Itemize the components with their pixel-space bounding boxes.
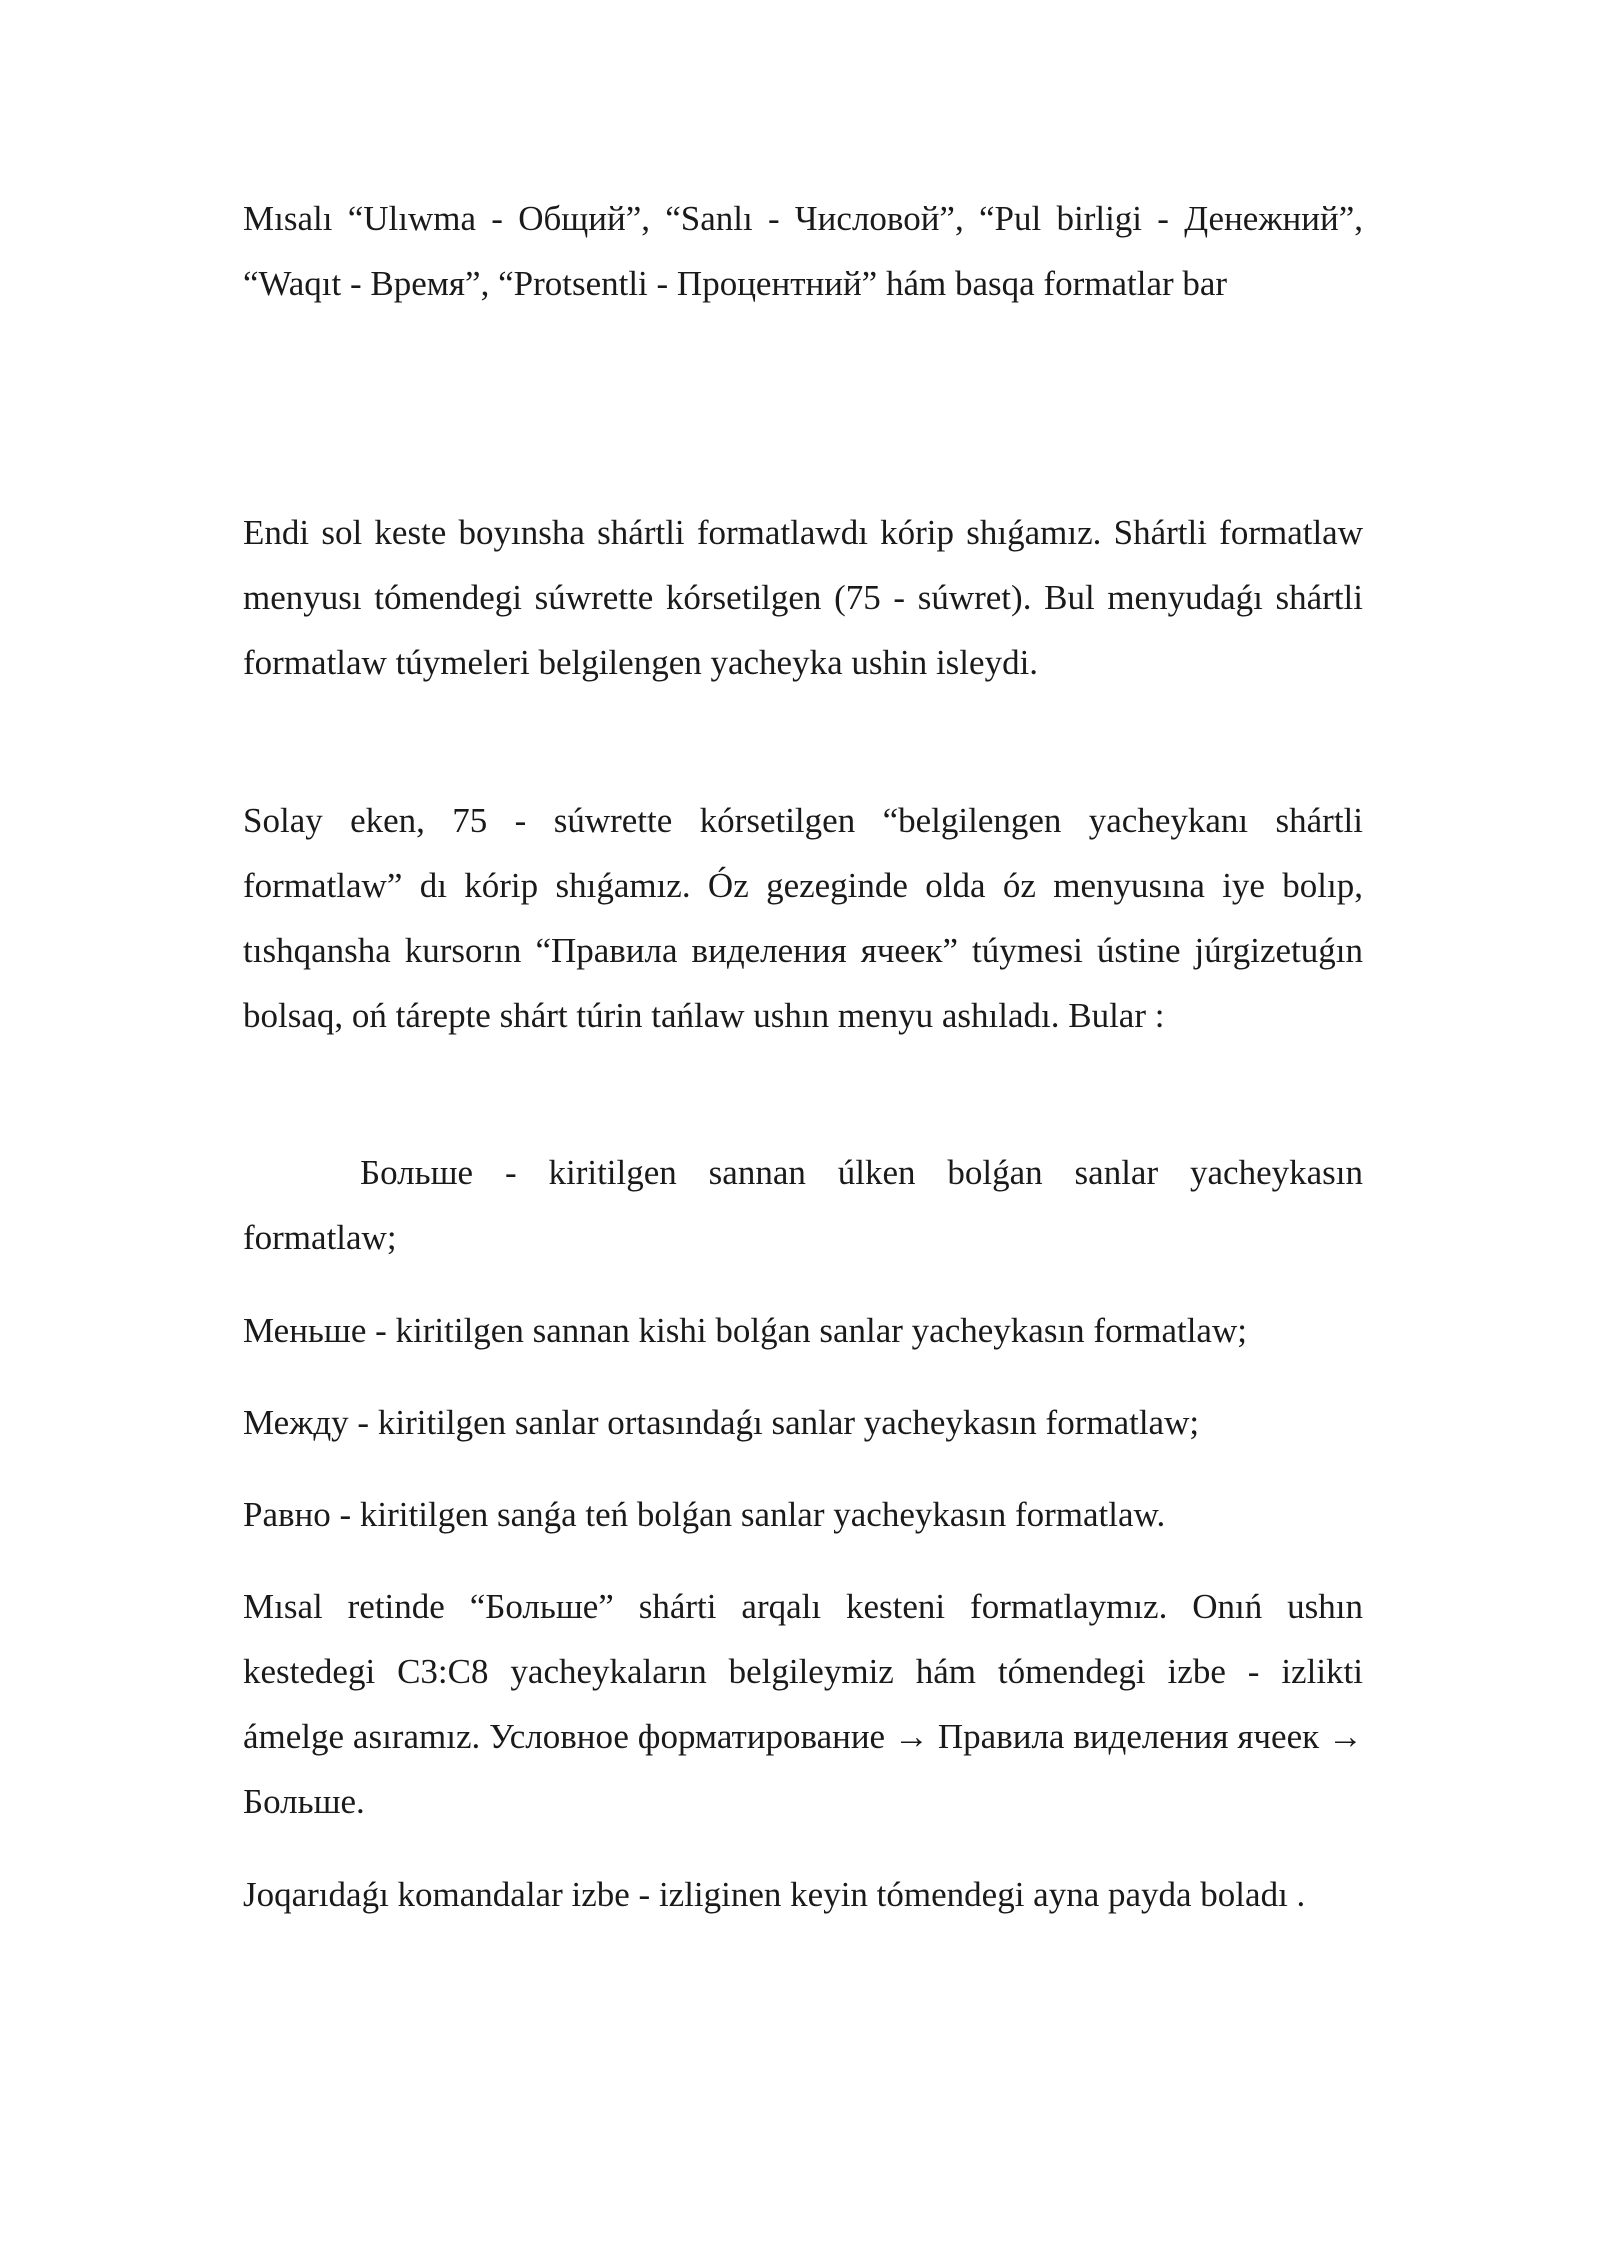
paragraph-rule-equal-to: Равно - kiritilgen sanǵa teń bolǵan sanlar yacheykasın formatlaw. — [243, 1495, 1166, 1534]
paragraph-rule-between: Между - kiritilgen sanlar ortasındaǵı sanlar yacheykasın formatlaw; — [243, 1403, 1200, 1442]
paragraph-conditional-formatting-intro: Endi sol keste boyınsha shártli formatlawdı kórip shıǵamız. Shártli formatlaw menyusı tómendegi súwrette kórsetilgen (75 - súwret). Bul menyudaǵı shártli formatlaw túymeleri belgilengen yacheyka ushin isleydi. — [243, 513, 1363, 682]
paragraph-format-types: Mısalı “Ulıwma - Общий”, “Sanlı - Числовой”, “Pul birligi - Денежний”, “Waqıt - Время”, “Protsentli - Процентний” hám basqa formatlar bar — [243, 199, 1363, 303]
paragraph-dialog-appears: Joqarıdaǵı komandalar izbe - izliginen keyin tómendegi ayna payda boladı . — [243, 1875, 1306, 1914]
paragraph-rule-less-than: Меньше - kiritilgen sannan kishi bolǵan sanlar yacheykasın formatlaw; — [243, 1311, 1247, 1350]
paragraph-highlight-cells-rules: Solay eken, 75 - súwrette kórsetilgen “belgilengen yacheykanı shártli formatlaw” dı kórip shıǵamız. Óz gezeginde olda óz menyusına iye bolıp, tıshqansha kursorın “Правила виделения ячеек” túymesi ústine júrgizetuǵın bolsaq, oń tárepte shárt túrin tańlaw ushın menyu ashıladı. Bular : — [243, 801, 1363, 1035]
paragraph-rule-greater-than: Больше - kiritilgen sannan úlken bolǵan sanlar yacheykasın formatlaw; — [243, 1153, 1363, 1257]
paragraph-example-steps: Mısal retinde “Больше” shárti arqalı kesteni formatlaymız. Onıń ushın kestedegi C3:C8 yacheykaların belgileymiz hám tómendegi izbe - izlikti ámelge asıramız. Условное форматирование → Правила виделения ячеек → Больше. — [243, 1587, 1363, 1821]
